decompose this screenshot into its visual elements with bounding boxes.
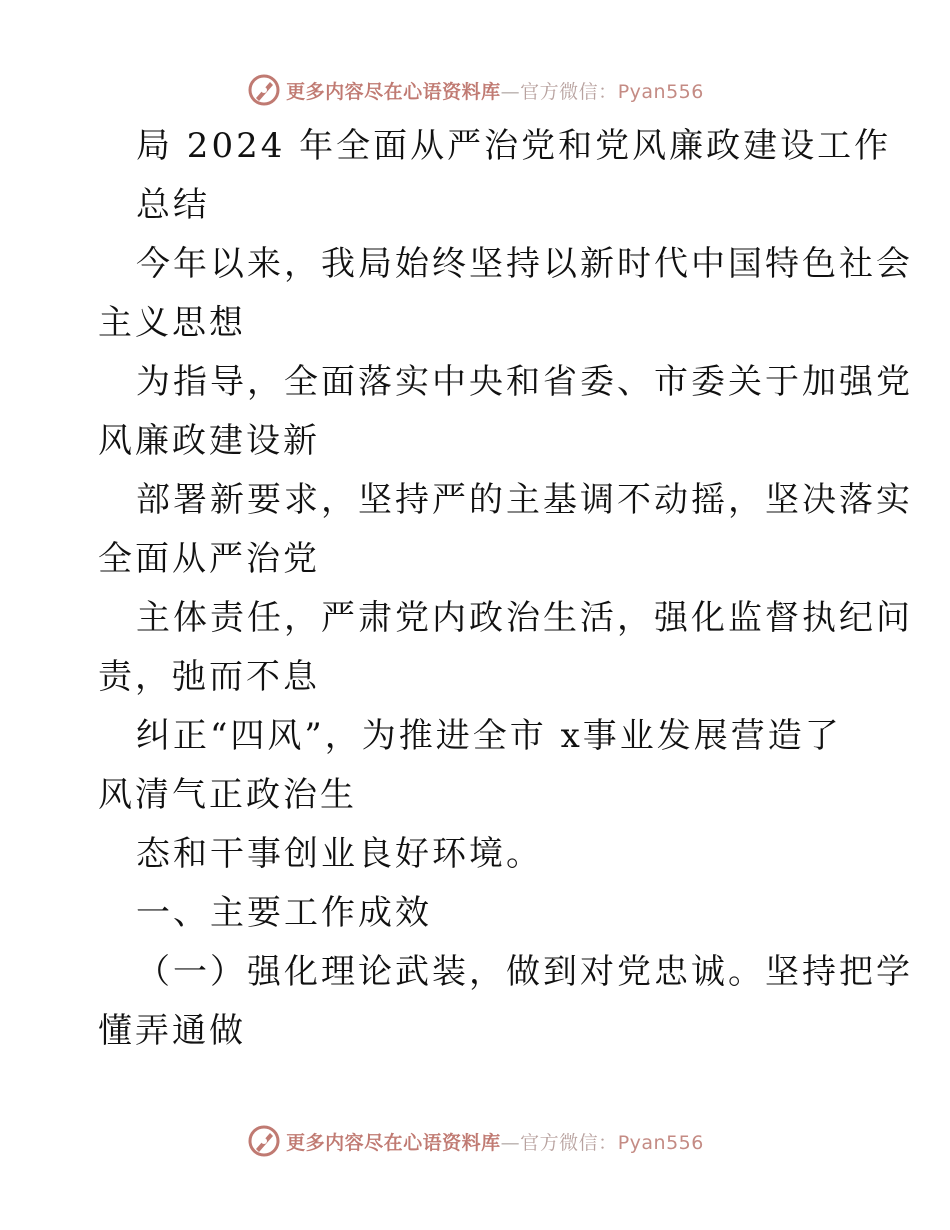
document-title-line-1: 局 2024 年全面从严治党和党风廉政建设工作 xyxy=(136,126,892,166)
watermark-wechat-id: Pyan556 xyxy=(617,80,704,103)
header-watermark xyxy=(0,70,950,110)
paragraph-line: 部署新要求，坚持严的主基调不动摇，坚决落实 xyxy=(136,480,913,520)
watermark-wechat-id: Pyan556 xyxy=(617,1131,704,1154)
paragraph-line: 为指导，全面落实中央和省委、市委关于加强党 xyxy=(136,362,913,402)
paragraph-line: 风廉政建设新 xyxy=(98,421,320,461)
watermark-text xyxy=(286,1128,704,1155)
pen-seal-logo-icon xyxy=(246,1123,282,1159)
section-heading: 一、主要工作成效 xyxy=(136,893,432,933)
watermark-separator: — xyxy=(500,80,521,103)
paragraph-line: 责，弛而不息 xyxy=(98,657,320,697)
paragraph-line: 今年以来，我局始终坚持以新时代中国特色社会 xyxy=(136,244,913,284)
paragraph-line: 态和干事创业良好环境。 xyxy=(136,834,543,874)
watermark-separator: — xyxy=(500,1131,521,1154)
watermark-text xyxy=(286,77,704,104)
paragraph-line: 主义思想 xyxy=(98,303,246,343)
document-title-line-2: 总结 xyxy=(136,185,210,225)
watermark-wechat-label: 官方微信： xyxy=(520,80,618,103)
pen-seal-logo-icon xyxy=(246,72,282,108)
watermark-brand: 更多内容尽在心语资料库 xyxy=(286,80,501,103)
paragraph-line: 风清气正政治生 xyxy=(98,775,357,815)
paragraph-line: 纠正“四风”，为推进全市 x事业发展营造了 xyxy=(136,716,842,756)
watermark-brand: 更多内容尽在心语资料库 xyxy=(286,1131,501,1154)
paragraph-line: 主体责任，严肃党内政治生活，强化监督执纪问 xyxy=(136,598,913,638)
paragraph-line: 懂弄通做 xyxy=(98,1011,246,1051)
paragraph-line: 全面从严治党 xyxy=(98,539,320,579)
subsection-heading-line: （一）强化理论武装，做到对党忠诚。坚持把学 xyxy=(136,952,913,992)
watermark-wechat-label: 官方微信： xyxy=(520,1131,618,1154)
footer-watermark xyxy=(0,1121,950,1161)
